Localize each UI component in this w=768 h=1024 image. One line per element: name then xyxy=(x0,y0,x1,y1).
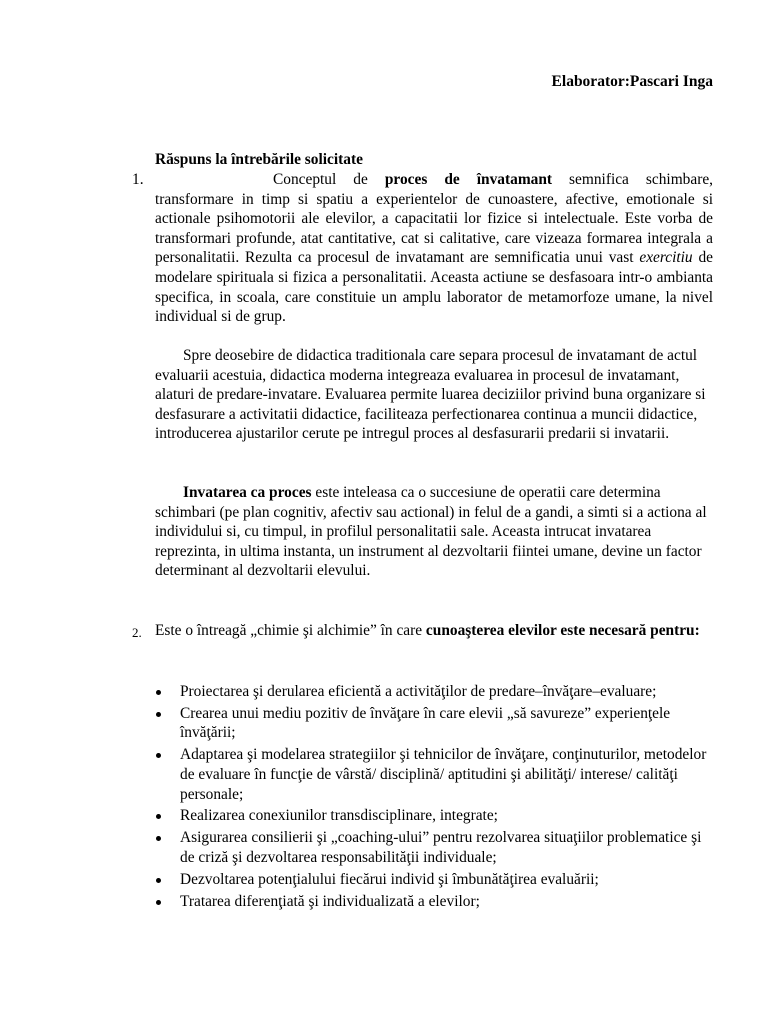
page-heading: Răspuns la întrebările solicitate xyxy=(155,151,363,168)
list-item-text: Dezvoltarea potenţialului fiecărui individ şi îmbunătăţirea evaluării; xyxy=(180,870,599,888)
bullet-icon xyxy=(156,878,161,883)
section1-p1-italic: exercitiu xyxy=(639,249,693,267)
bullet-icon xyxy=(156,690,161,695)
section2-intro xyxy=(155,620,713,642)
section2-intro-text: Este o întreagă „chimie şi alchimie” în care xyxy=(155,622,426,639)
section1-p1-term: proces de învatamant xyxy=(384,171,553,188)
bullet-icon xyxy=(156,814,161,819)
section1-paragraph3 xyxy=(155,483,713,581)
section1-p1-lead: Conceptul de xyxy=(273,171,385,188)
section1-p2-text: Spre deosebire de didactica traditionala care separa procesul de invatamant de actul evaluarii acestuia, didactica moderna integreaza evaluarea in procesul de invatamant, alaturi de predare-invatare. Evaluarea permite luarea deciziilor privind buna organizare si desfasurare a activitatii didactice, faciliteaza perfectionarea continua a muncii didactice, introducerea ajustarilor cerute pe intregul proces al desfasurarii predarii si invatarii. xyxy=(155,347,706,443)
list-item-text: Realizarea conexiunilor transdisciplinare, integrate; xyxy=(180,807,498,825)
bullet-icon xyxy=(156,712,161,717)
list-item xyxy=(155,870,715,890)
list-item xyxy=(155,745,715,804)
list-item-text: Asigurarea consilierii şi „coaching-ului” pentru rezolvarea situaţiilor problematice şi de criză şi dezvoltarea responsabilităţii individuale; xyxy=(180,829,702,866)
list-item xyxy=(155,682,715,702)
bullet-icon xyxy=(156,900,161,905)
bullet-icon xyxy=(156,753,161,758)
section2-intro-bold: cunoaşterea elevilor este necesară pentru: xyxy=(425,622,700,639)
section2-number: 2. xyxy=(132,625,142,640)
list-item-text: Proiectarea şi derularea eficientă a activităţilor de predare–învăţare–evaluare; xyxy=(180,683,657,700)
list-item xyxy=(155,892,715,912)
list-item-text: Crearea unui mediu pozitiv de învăţare în care elevii „să savureze” experienţele învăţării; xyxy=(180,704,671,742)
list-item xyxy=(155,828,715,867)
list-item xyxy=(155,806,715,826)
list-item-text: Adaptarea şi modelarea strategiilor şi tehnicilor de învăţare, conţinuturilor, metodelor de evaluare în funcţie de vârstă/ disciplină/ aptitudini şi abilităţi/ interese/ calităţi personale; xyxy=(180,746,707,803)
list-item xyxy=(155,704,715,743)
section2-bullet-list xyxy=(155,682,715,914)
author-line: Elaborator:Pascari Inga xyxy=(551,73,713,90)
section1-paragraph2 xyxy=(155,346,713,444)
section1-number: 1. xyxy=(132,171,144,188)
section1-paragraph1 xyxy=(155,170,713,327)
section1-p1-body: semnifica schimbare, transformare in timp si spatiu a experientelor de cunoastere, afective, emotionale si actionale psihomotorii ale elevilor, a capacitatii lor fizice si intelectuale. Este vorba de transformari profunde, atat cantitative, cat si calitative, care vizeaza formarea integrala a personalitatii. Rezulta ca procesul de invatamant are semnificatia unui vast xyxy=(155,171,714,267)
list-item-text: Tratarea diferenţiată şi individualizată a elevilor; xyxy=(180,892,480,910)
section1-p3-term: Invatarea ca proces xyxy=(183,484,312,501)
section1-p3-text: este inteleasa ca o succesiune de operatii care determina schimbari (pe plan cognitiv, afectiv sau actional) in felul de a gandi, a simti si a actiona al individului si, cu timpul, in profilul personalitatii sale. Aceasta intrucat invatarea reprezinta, in ultima instanta, un instrument al dezvoltarii fiintei umane, devine un factor determinant al dezvoltarii elevului. xyxy=(155,484,707,580)
section1-p1-tail: de modelare spirituala si fizica a personalitatii. Aceasta actiune se desfasoara intr-o ambianta specifica, in scoala, care constituie un amplu laborator de metamorfoze umane, la nivel individual si de grup. xyxy=(155,249,713,326)
bullet-icon xyxy=(156,836,161,841)
